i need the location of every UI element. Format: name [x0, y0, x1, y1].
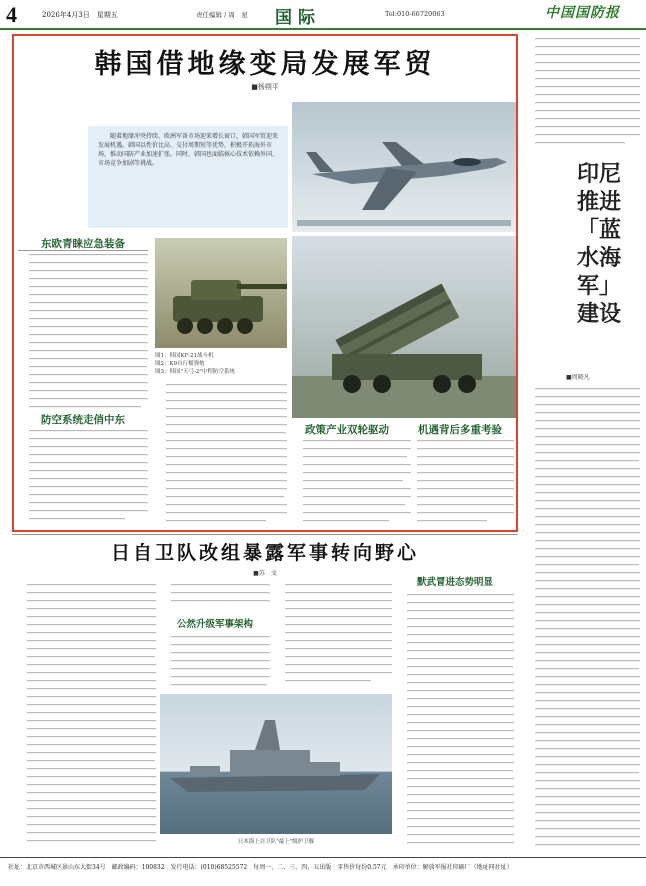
article2-body-col4: [396, 590, 514, 850]
fighter-jet-photo: [292, 102, 516, 232]
sidebar-headline: 印尼推进「蓝水海军」建设: [576, 161, 621, 327]
article2-body-col2: [160, 632, 270, 692]
feature-subhead-2: 防空系统走俏中东: [41, 414, 125, 426]
footer-imprint: 社址：北京市西城区景山东大街34号 邮政编码：100832 发行电话：(010)68525572 每周一、二、三、四、五出版 零售价每份0.57元 承印单位：解放军报社印刷厂（地址同社址）: [8, 864, 513, 871]
feature-body-col1-lower: [18, 426, 148, 526]
article2-body-col2-top: [160, 580, 270, 610]
feature-byline: ■杨朔平: [251, 83, 279, 91]
feature-subhead-1: 东欧青睐应急装备: [41, 238, 125, 250]
article2-body-col3: [274, 580, 392, 690]
section-telephone: Tel:010-66720063: [385, 10, 445, 18]
article2-headline: 日自卫队改组暴露军事转向野心: [110, 542, 419, 564]
photo-caption-2: 图2：K9自行榴弹炮: [155, 361, 205, 367]
warship-caption: 日本海上自卫队"最上"级护卫舰: [237, 839, 315, 845]
responsible-editor: 责任编辑 / 周 星: [196, 11, 248, 19]
article2-subhead-1: 公然升级军事架构: [176, 619, 253, 630]
feature-body-col1: [18, 250, 148, 410]
article2-body-col1: [16, 580, 156, 850]
sidebar-body-bottom: [524, 384, 640, 852]
photo-caption-3: 图3：韩国"天弓-2"中程防空系统: [155, 369, 235, 375]
article-divider: [12, 534, 518, 535]
air-defense-system-photo: [292, 236, 516, 418]
sidebar-body-top: [524, 34, 640, 154]
page-number: 4: [6, 2, 17, 27]
self-propelled-howitzer-photo: [155, 238, 287, 348]
photo-caption-1: 图1：韩国KF-21战斗机: [155, 353, 214, 359]
newspaper-logo: 中国国防报: [545, 5, 620, 21]
feature-subhead-3: 政策产业双轮驱动: [305, 424, 389, 436]
feature-lead-box: 随着地缘冲突持续、欧洲军备市场迎来增长窗口，韩国军贸迎来发展机遇。韩国以性价比高、交付周期短等优势，积极开拓海外市场，推动国防产业加速扩张。同时，韩国也面临核心技术依赖外国、市场竞争加剧等挑战。: [88, 126, 288, 228]
feature-body-col3: [292, 436, 514, 528]
article2-byline: ■苏 文: [253, 570, 277, 577]
feature-subhead-4: 机遇背后多重考验: [418, 424, 502, 436]
issue-date: 2026年4月3日 星期五: [42, 11, 118, 19]
sidebar-byline: ■周晓凡: [566, 374, 590, 381]
warship-photo: [160, 694, 392, 834]
feature-headline: 韩国借地缘变局发展军贸: [94, 49, 436, 80]
section-title: 国际: [275, 8, 321, 28]
feature-body-col2: [155, 380, 287, 530]
article2-subhead-2: 默武冒进态势明显: [416, 577, 493, 588]
